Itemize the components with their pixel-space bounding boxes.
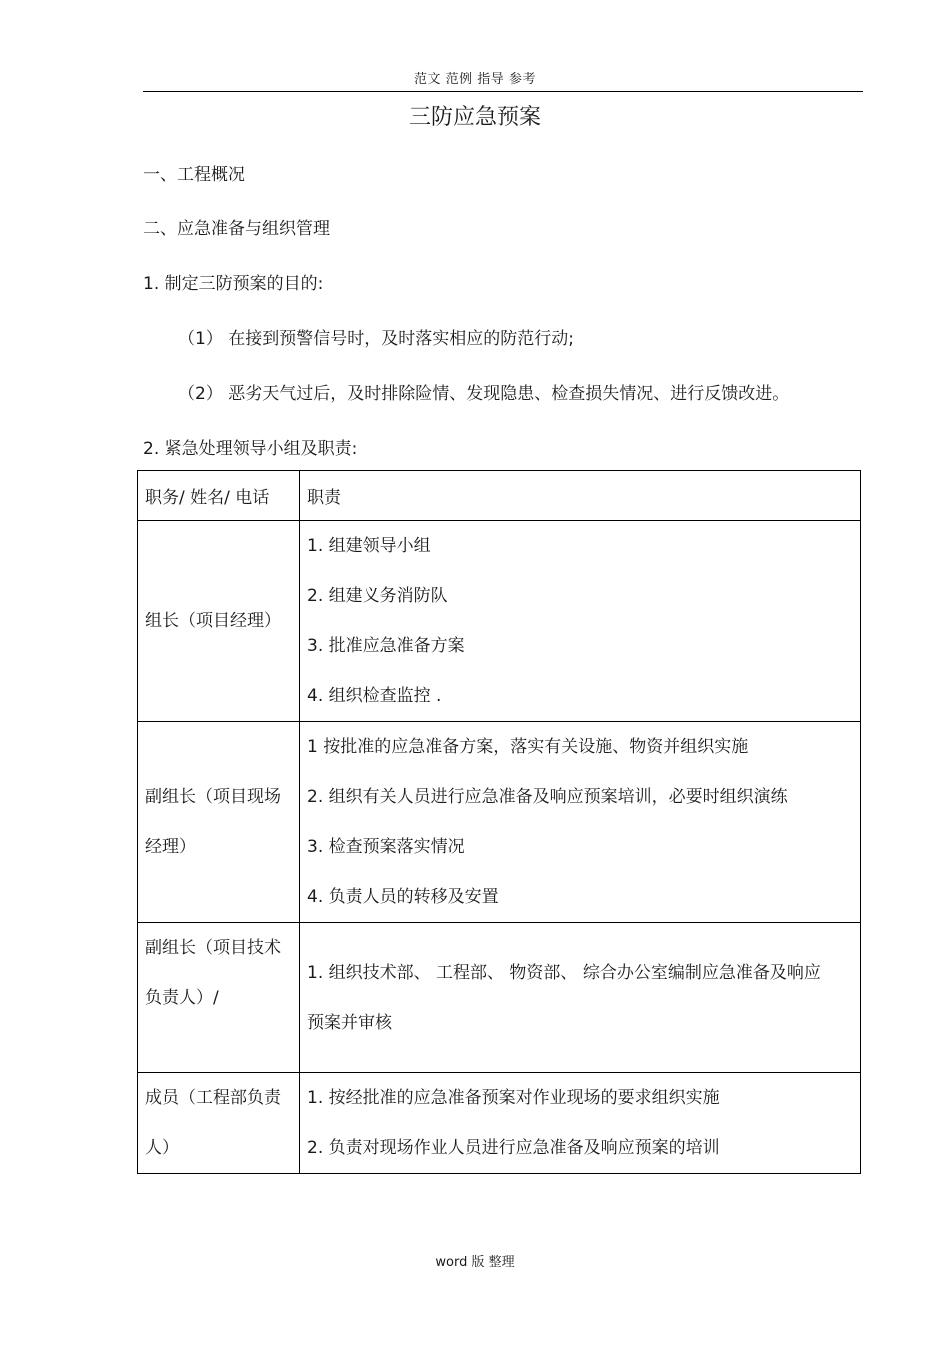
paragraph-purpose: 1. 制定三防预案的目的: [143,274,324,294]
role-cell [138,1073,300,1174]
duty-item: 4. 负责人员的转移及安置 [307,887,499,907]
duty-cell [300,521,861,722]
duty-cell [300,722,861,923]
duty-item: 3. 批准应急准备方案 [307,636,465,656]
duty-item: 2. 组织有关人员进行应急准备及响应预案培训，必要时组织演练 [307,787,788,807]
duty-item: 2. 负责对现场作业人员进行应急准备及响应预案的培训 [307,1138,720,1158]
duty-cell [300,923,861,1073]
role-text: 人） [145,1138,179,1158]
table-row [138,521,861,722]
duty-item: 1. 组织技术部、 工程部、 物资部、 综合办公室编制应急准备及响应 [307,962,821,983]
role-text: 负责人）/ [145,988,219,1008]
table-header-duty [300,471,861,521]
table-row [138,1073,861,1174]
header-divider [143,91,863,92]
page-header: 范文 范例 指导 参考 [414,72,536,87]
section-heading-preparation: 二、应急准备与组织管理 [143,219,330,239]
duty-item: 4. 组织检查监控 . [307,686,442,706]
table-row [138,923,861,1073]
header-duty-label: 职责 [307,488,341,508]
role-text: 成员（工程部负责 [145,1088,281,1108]
header-role-label: 职务/ 姓名/ 电话 [145,488,270,508]
duty-item: 2. 组建义务消防队 [307,586,448,606]
duty-table [137,470,861,1174]
role-text: 组长（项目经理） [145,611,281,631]
duty-item: 1. 组建领导小组 [307,536,431,556]
purpose-item-2: （2） 恶劣天气过后，及时排除险情、发现隐患、检查损失情况、进行反馈改进。 [178,384,790,404]
duty-item: 3. 检查预案落实情况 [307,837,465,857]
paragraph-leadership: 2. 紧急处理领导小组及职责: [143,439,358,459]
table-row [138,722,861,923]
role-cell [138,521,300,722]
duty-cell [300,1073,861,1174]
purpose-item-1: （1） 在接到预警信号时，及时落实相应的防范行动; [178,329,574,349]
duty-item: 1. 按经批准的应急准备预案对作业现场的要求组织实施 [307,1088,720,1108]
table-header-role [138,471,300,521]
section-heading-overview: 一、工程概况 [143,165,245,185]
role-cell [138,722,300,923]
role-text: 副组长（项目现场 [145,787,281,807]
role-cell [138,923,300,1073]
page-footer: word 版 整理 [435,1255,515,1270]
role-text: 副组长（项目技术 [145,938,281,958]
role-text: 经理） [145,837,196,857]
document-title: 三防应急预案 [408,105,541,130]
duty-item: 预案并审核 [307,1012,392,1033]
table-header-row [138,471,861,521]
duty-item: 1 按批准的应急准备方案，落实有关设施、物资并组织实施 [307,737,749,757]
